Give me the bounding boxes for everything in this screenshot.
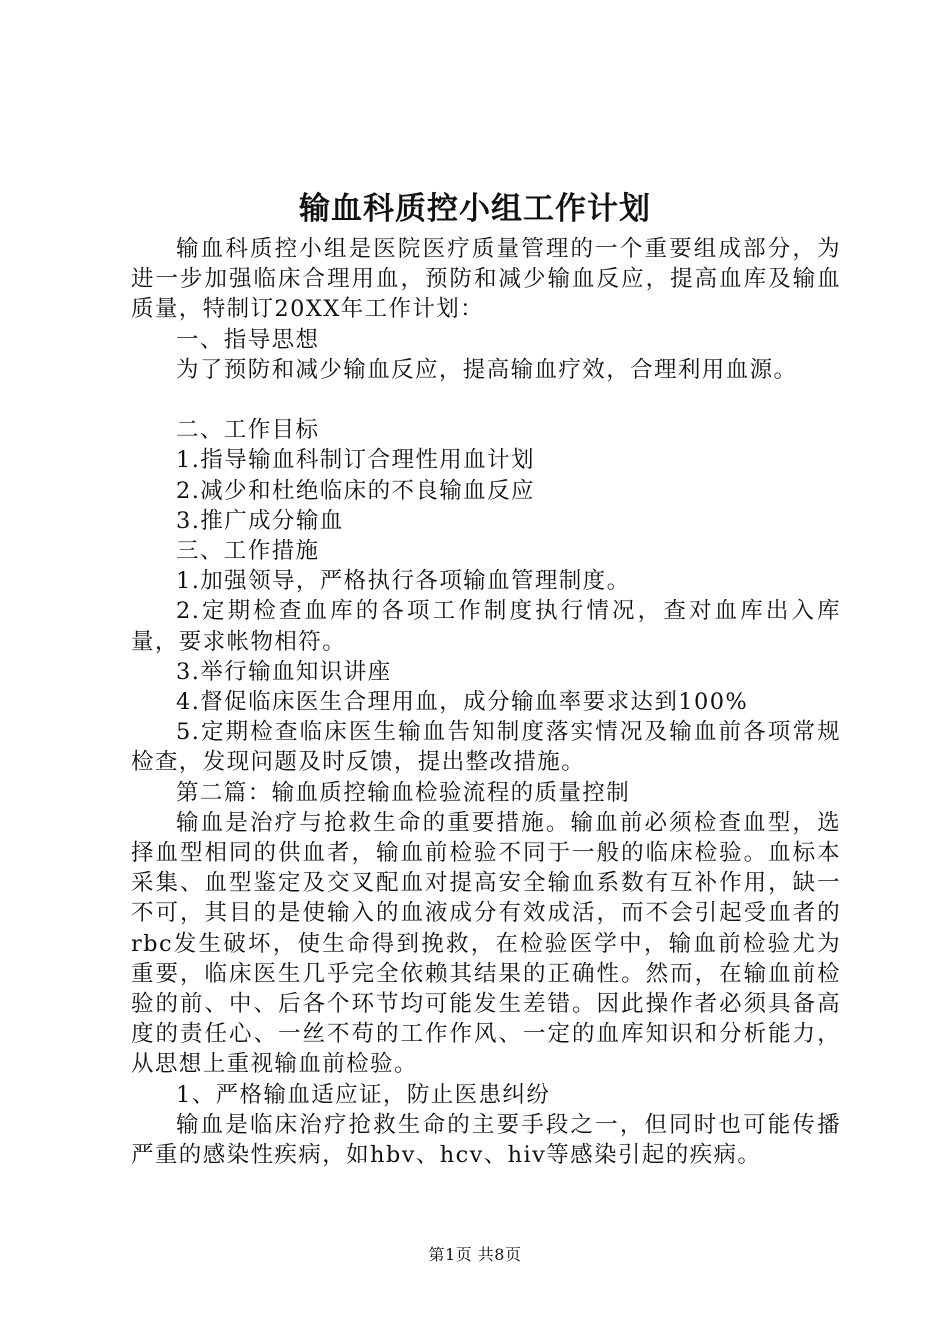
- document-title: 输血科质控小组工作计划: [299, 191, 651, 227]
- paragraph-part-two-intro: 输血是治疗与抢救生命的重要措施。输血前必须检查血型，选择血型相同的供血者，输血前检验不同于一般的临床检验。血标本采集、血型鉴定及交叉配血对提高安全输血系数有互补作用，缺一不可，其目的是使输入的血液成分有效成活，而不会引起受血者的rbc发生破坏，使生命得到挽救，在检验医学中，输血前检验尤为重要，临床医生几乎完全依赖其结果的正确性。然而，在输血前检验的前、中、后各个环节均可能发生差错。因此操作者必须具备高度的责任心、一丝不苟的工作作风、一定的血库知识和分析能力，从思想上重视输血前检验。: [131, 809, 841, 1078]
- document-body: [131, 234, 841, 1170]
- measure-item-4: 4.督促临床医生合理用血，成分输血率要求达到100%: [176, 689, 749, 716]
- heading-part-two: 第二篇：输血质控输血检验流程的质量控制: [176, 779, 631, 806]
- heading-work-measures: 三、工作措施: [176, 538, 320, 565]
- measure-item-1: 1.加强领导，严格执行各项输血管理制度。: [176, 568, 631, 595]
- goal-item-2: 2.减少和杜绝临床的不良输血反应: [176, 477, 535, 504]
- blank-line: [131, 385, 841, 415]
- goal-item-3: 3.推广成分输血: [176, 507, 344, 534]
- heading-section-1: 1、严格输血适应证，防止医患纠纷: [176, 1081, 551, 1108]
- goal-item-1: 1.指导输血科制订合理性用血计划: [176, 447, 535, 474]
- measure-item-3: 3.举行输血知识讲座: [176, 658, 392, 685]
- measure-item-5: 5.定期检查临床医生输血告知制度落实情况及输血前各项常规检查，发现问题及时反馈，提出整改措施。: [131, 719, 841, 776]
- paragraph-guiding-ideology: 为了预防和减少输血反应，提高输血疗效，合理利用血源。: [176, 356, 798, 383]
- page-number-footer: 第1页 共8页: [428, 1245, 522, 1264]
- paragraph-intro: 输血科质控小组是医院医疗质量管理的一个重要组成部分，为进一步加强临床合理用血，预防和减少输血反应，提高血库及输血质量，特制订20XX年工作计划：: [131, 236, 841, 323]
- measure-item-2: 2.定期检查血库的各项工作制度执行情况，查对血库出入库量，要求帐物相符。: [131, 598, 841, 655]
- heading-guiding-ideology: 一、指导思想: [176, 326, 320, 353]
- heading-work-goals: 二、工作目标: [176, 417, 320, 444]
- paragraph-section-1: 输血是临床治疗抢救生命的主要手段之一，但同时也可能传播严重的感染性疾病，如hbv、hcv、hiv等感染引起的疾病。: [131, 1111, 841, 1169]
